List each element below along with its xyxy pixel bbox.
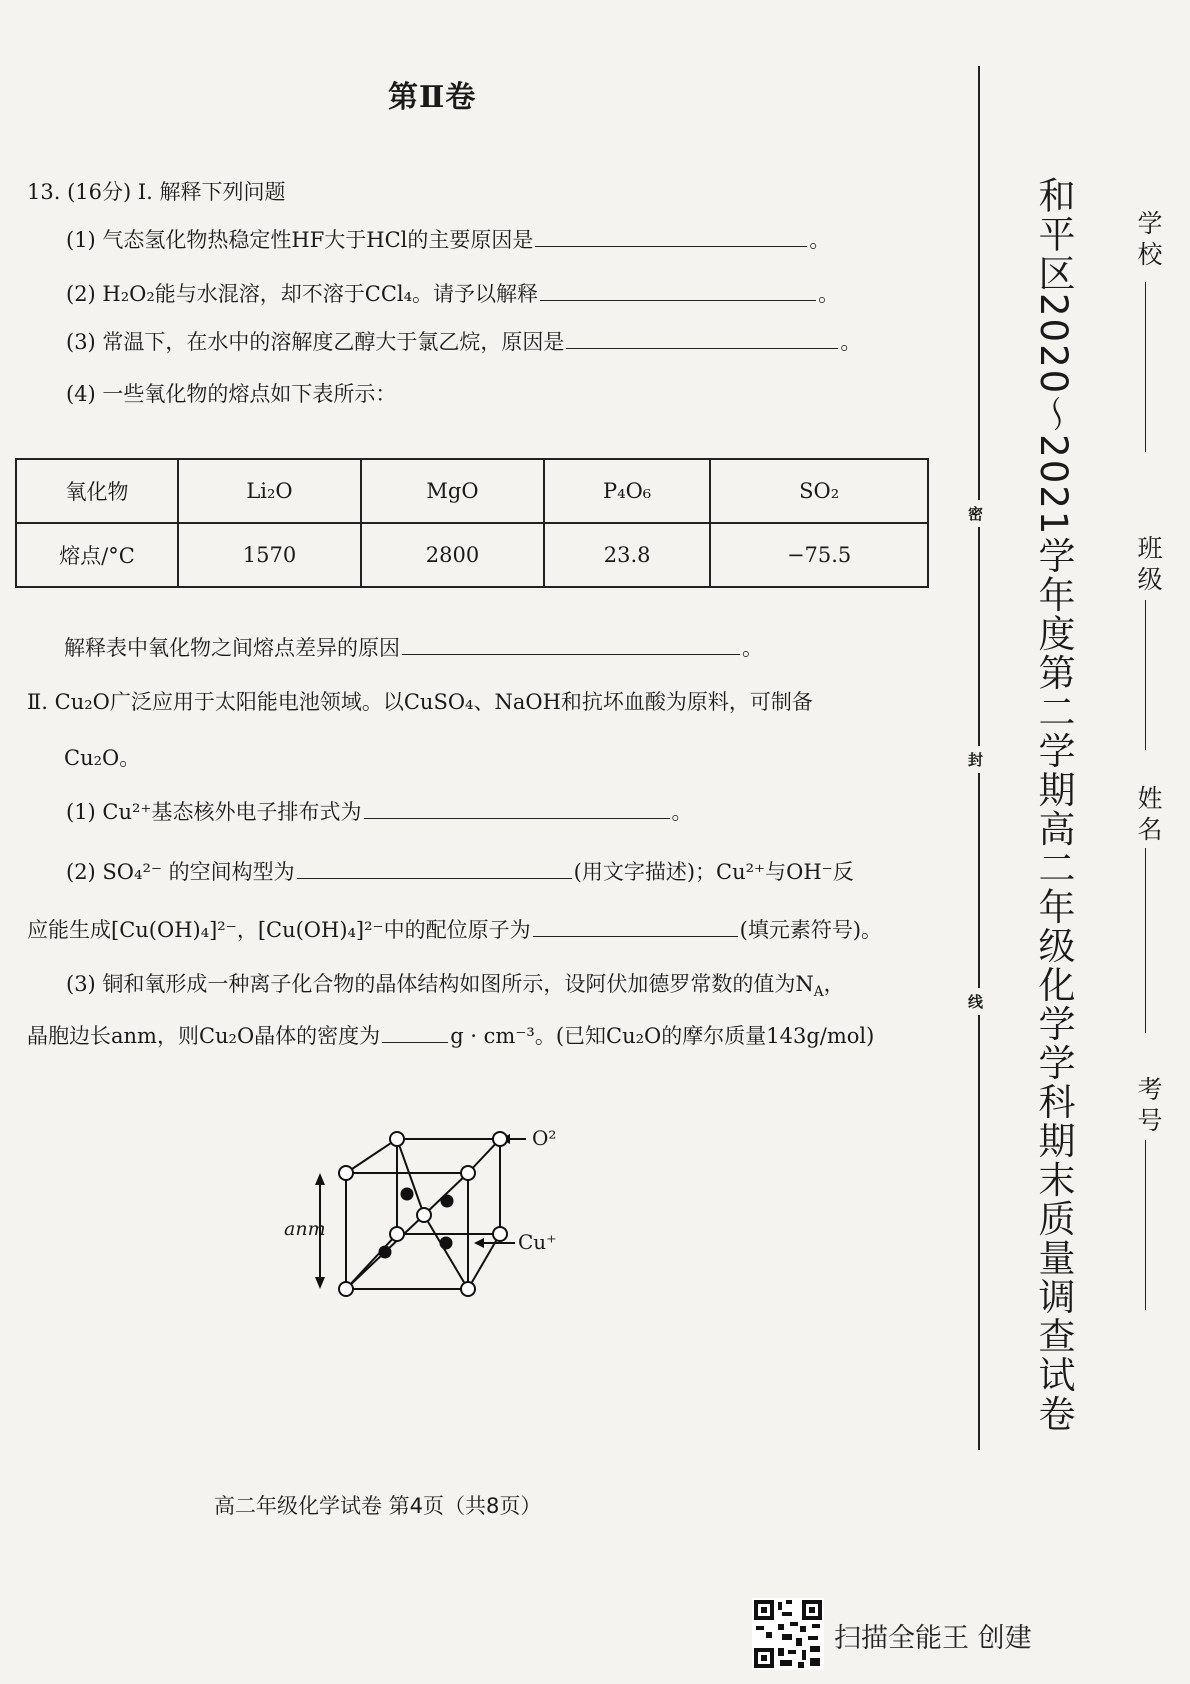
part2-intro-cont: Cu₂O。 xyxy=(64,746,141,770)
oxygen-atom xyxy=(339,1166,353,1180)
answer-blank[interactable] xyxy=(533,916,738,937)
oxygen-atom xyxy=(339,1282,353,1296)
school-input-line[interactable] xyxy=(1145,282,1146,452)
question-13-1-text: (1) 气态氢化物热稳定性HF大于HCl的主要原因是 xyxy=(66,228,534,252)
table-cell: MgO xyxy=(361,459,544,523)
question-13-3 xyxy=(66,326,861,356)
scanner-watermark: 扫描全能王 创建 xyxy=(834,1623,1032,1654)
exam-title: 和平区2020～2021学年度第二学期高二年级化学学科期末质量调查试卷 xyxy=(1032,176,1075,1434)
oxygen-atom xyxy=(461,1166,475,1180)
answer-blank[interactable] xyxy=(566,328,838,349)
answer-blank[interactable] xyxy=(364,798,670,819)
answer-blank[interactable] xyxy=(540,280,816,301)
part2-q3-line2 xyxy=(27,1020,874,1050)
table-row xyxy=(16,459,928,523)
oxygen-atom xyxy=(390,1227,404,1241)
answer-blank[interactable] xyxy=(402,634,740,655)
arrow-down-icon xyxy=(315,1277,325,1289)
part2-q2-text-cont: (用文字描述)；Cu²⁺与OH⁻反 xyxy=(573,860,854,884)
table-row xyxy=(16,523,928,587)
table-cell: 1570 xyxy=(178,523,361,587)
table-cell: SO₂ xyxy=(710,459,928,523)
table-cell: 2800 xyxy=(361,523,544,587)
subscript: A xyxy=(813,984,824,1001)
field-label-school: 学校 xyxy=(1134,210,1163,272)
part2-q3-text: 晶胞边长anm，则Cu₂O晶体的密度为 xyxy=(27,1024,381,1048)
part2-q2 xyxy=(66,856,854,886)
part2-q2-text: (2) SO₄²⁻ 的空间构型为 xyxy=(66,860,295,884)
answer-blank[interactable] xyxy=(535,226,807,247)
table-cell: Li₂O xyxy=(178,459,361,523)
question-13-header: 13. (16分) Ⅰ. 解释下列问题 xyxy=(27,180,286,204)
table-cell: P₄O₆ xyxy=(544,459,710,523)
copper-atom xyxy=(379,1246,392,1259)
part2-intro: Ⅱ. Cu₂O广泛应用于太阳能电池领域。以CuSO₄、NaOH和抗坏血酸为原料，可制备 xyxy=(27,690,813,714)
period: 。 xyxy=(840,330,862,354)
period: 。 xyxy=(809,228,831,252)
table-note-text: 解释表中氧化物之间熔点差异的原因 xyxy=(64,636,400,660)
oxygen-atom xyxy=(390,1132,404,1146)
arrow-left-icon xyxy=(474,1238,484,1248)
seal-char: 线 xyxy=(968,988,983,1015)
question-13-2-text: (2) H₂O₂能与水混溶，却不溶于CCl₄。请予以解释 xyxy=(66,282,539,306)
copper-atom xyxy=(440,1237,453,1250)
oxygen-atom xyxy=(461,1282,475,1296)
name-input-line[interactable] xyxy=(1145,848,1146,1033)
table-header-cell: 熔点/°C xyxy=(16,523,178,587)
part2-q1-text: (1) Cu²⁺基态核外电子排布式为 xyxy=(66,800,362,824)
part2-q3 xyxy=(66,968,845,1000)
exam-number-input-line[interactable] xyxy=(1145,1140,1146,1310)
field-label-exam-number: 考号 xyxy=(1134,1076,1163,1138)
oxygen-atom xyxy=(493,1227,507,1241)
seal-char: 密 xyxy=(968,500,983,527)
arrow-up-icon xyxy=(315,1173,325,1185)
part2-q3-text: (3) 铜和氧形成一种离子化合物的晶体结构如图所示，设阿伏加德罗常数的值为N xyxy=(66,972,814,996)
field-label-class: 班级 xyxy=(1134,535,1163,597)
question-13-2 xyxy=(66,278,839,308)
punctuation: ， xyxy=(823,972,845,996)
part2-q2-text-end: (填元素符号)。 xyxy=(739,918,883,942)
table-note xyxy=(64,632,763,662)
label-oxygen: O² xyxy=(532,1126,557,1150)
copper-atom xyxy=(401,1188,414,1201)
page-footer: 高二年级化学试卷 第4页（共8页） xyxy=(214,1494,542,1518)
question-13-4: (4) 一些氧化物的熔点如下表所示： xyxy=(66,382,397,406)
label-copper: Cu⁺ xyxy=(518,1230,557,1254)
seal-char: 封 xyxy=(968,746,983,773)
part2-q3-text-end: g · cm⁻³。(已知Cu₂O的摩尔质量143g/mol) xyxy=(450,1024,875,1048)
class-input-line[interactable] xyxy=(1145,600,1146,750)
page-title: 第Ⅱ卷 xyxy=(388,80,477,115)
oxygen-atom xyxy=(493,1132,507,1146)
answer-blank[interactable] xyxy=(382,1022,448,1043)
part2-q1 xyxy=(66,796,693,826)
copper-atom xyxy=(441,1195,454,1208)
question-13-1 xyxy=(66,224,830,254)
melting-point-table xyxy=(15,458,929,588)
table-cell: −75.5 xyxy=(710,523,928,587)
part2-q2-text: 应能生成[Cu(OH)₄]²⁻，[Cu(OH)₄]²⁻中的配位原子为 xyxy=(27,918,531,942)
part2-q2-line2 xyxy=(27,914,882,944)
field-label-name: 姓名 xyxy=(1134,785,1163,847)
period: 。 xyxy=(818,282,840,306)
table-header-cell: 氧化物 xyxy=(16,459,178,523)
crystal-cell-figure xyxy=(290,1115,620,1315)
label-edge-length: anm xyxy=(284,1218,326,1240)
period: 。 xyxy=(742,636,763,660)
answer-blank[interactable] xyxy=(297,858,572,879)
qr-code-icon xyxy=(752,1598,824,1670)
table-cell: 23.8 xyxy=(544,523,710,587)
oxygen-atom xyxy=(417,1208,431,1222)
question-13-3-text: (3) 常温下，在水中的溶解度乙醇大于氯乙烷，原因是 xyxy=(66,330,565,354)
period: 。 xyxy=(671,800,693,824)
